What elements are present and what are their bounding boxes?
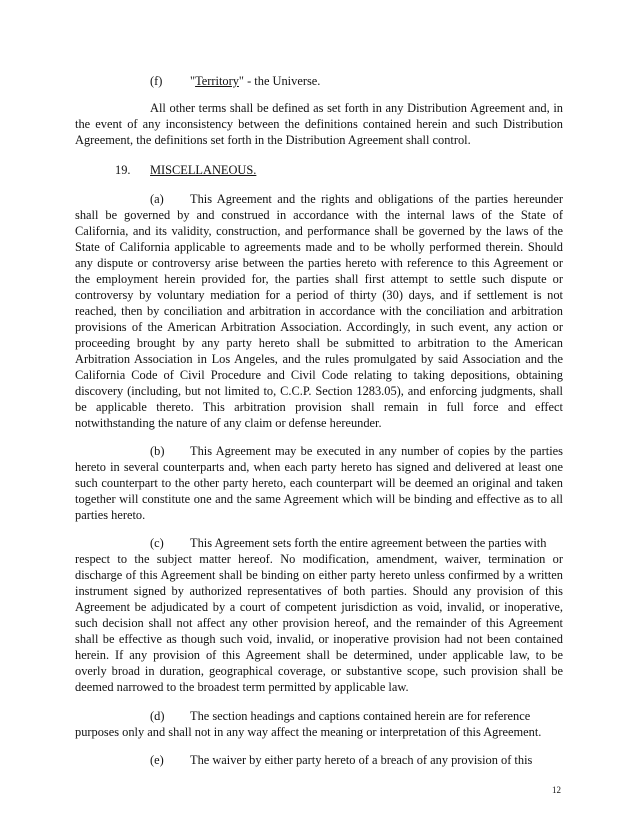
paragraph-a-line: be applicable thereto. This arbitration provision shall remain in full force and effect — [75, 400, 563, 414]
paragraph-b-line: such counterpart to the other party hereto, each counterpart will be deemed an original and taken — [75, 476, 563, 490]
paragraph-d-line: The section headings and captions contained herein are for reference — [190, 709, 531, 723]
paragraph-e-label: (e) — [150, 753, 164, 767]
paragraph-d-label: (d) — [150, 709, 165, 723]
paragraph-a-label: (a) — [150, 192, 164, 206]
other-terms-line-3: Agreement, the definitions set forth in the Distribution Agreement shall control. — [75, 133, 471, 147]
paragraph-a-line: discovery (including, but not limited to, C.C.P. Section 1283.05), and enforcing judgments, shall — [75, 384, 563, 398]
paragraph-e-line: The waiver by either party hereto of a breach of any provision of this — [190, 753, 533, 767]
paragraph-b-label: (b) — [150, 444, 165, 458]
paragraph-c-line: herein. If any provision of this Agreement shall be determined, under applicable law, to be — [75, 648, 563, 662]
paragraph-a-line: California Code of Civil Procedure and Civil Code relating to taking depositions, obtaining — [75, 368, 563, 382]
paragraph-c-line: deemed narrowed to the broadest term permitted by applicable law. — [75, 680, 409, 694]
paragraph-c-line: instrument signed by authorized representatives of both parties. Should any provision of this — [75, 584, 563, 598]
section-title: MISCELLANEOUS. — [150, 163, 257, 177]
paragraph-a-line: This Agreement and the rights and obligations of the parties hereunder — [190, 192, 563, 206]
paragraph-a-line: shall be governed by and construed in accordance with the internal laws of the State of — [75, 208, 563, 222]
paragraph-c-line: Agreement be adjudicated by a court of competent jurisdiction as void, invalid, or inoperative, — [75, 600, 563, 614]
paragraph-a-line: provisions of the American Arbitration Association. Accordingly, in such event, any action or — [75, 320, 563, 334]
paragraph-a-line: State of California applicable to agreements made and to be wholly performed therein. Should — [75, 240, 563, 254]
paragraph-b-line: together will constitute one and the same Agreement which will be binding and effective as to all — [75, 492, 563, 506]
paragraph-c-line: shall be effective as though such void, invalid, or inoperative provision had not been contained — [75, 632, 563, 646]
paragraph-b-line: This Agreement may be executed in any number of copies by the parties — [190, 444, 563, 458]
territory-term: Territory — [195, 74, 239, 88]
section-number: 19. — [115, 163, 131, 177]
definition-f-text: "Territory" - the Universe. — [190, 74, 321, 88]
paragraph-c-line: such decision shall not affect any other provision hereof, and the remainder of this Agreement — [75, 616, 563, 630]
paragraph-c-line: respect to the subject matter hereof. No modification, amendment, waiver, termination or — [75, 552, 563, 566]
paragraph-b-line: hereto in several counterparts and, when each party hereto has signed and delivered at least one — [75, 460, 563, 474]
paragraph-b-line: parties hereto. — [75, 508, 146, 522]
paragraph-a-line: any dispute or controversy arise between the parties hereto with reference to this Agreement or — [75, 256, 563, 270]
paragraph-c-line: discharge of this Agreement shall be binding on either party hereto unless confirmed by a written — [75, 568, 563, 582]
paragraph-a-line: proceeding brought by any party hereto shall be submitted to arbitration to the American — [75, 336, 563, 350]
paragraph-d-line: purposes only and shall not in any way affect the meaning or interpretation of this Agreement. — [75, 725, 542, 739]
paragraph-c-line: This Agreement sets forth the entire agreement between the parties with — [190, 536, 547, 550]
paragraph-a-line: reached, then by conciliation and arbitration in accordance with the conciliation and arbitration — [75, 304, 563, 318]
paragraph-a-line: the employment herein provided for, the parties shall first attempt to settle such dispute or — [75, 272, 563, 286]
paragraph-a-line: Arbitration Association in Los Angeles, and the rules promulgated by said Association and the — [75, 352, 563, 366]
other-terms-line-1: All other terms shall be defined as set forth in any Distribution Agreement and, in — [150, 101, 563, 115]
paragraph-a-line: notwithstanding the nature of any claim or defense hereunder. — [75, 416, 382, 430]
definition-f-rest: " - the Universe. — [238, 74, 321, 88]
paragraph-a-line: controversy by voluntary mediation for a period of thirty (30) days, and if settlement is not — [75, 288, 563, 302]
other-terms-line-2: the event of any inconsistency between the definitions contained herein and such Distribution — [75, 117, 563, 131]
page-number: 12 — [552, 785, 561, 795]
paragraph-a-line: California, and its validity, construction, and performance shall be governed by the laws of the — [75, 224, 563, 238]
paragraph-c-line: overly broad in duration, geographical coverage, or substantive scope, such provision shall be — [75, 664, 563, 678]
paragraph-c-label: (c) — [150, 536, 164, 550]
definition-f-label: (f) — [150, 74, 163, 88]
